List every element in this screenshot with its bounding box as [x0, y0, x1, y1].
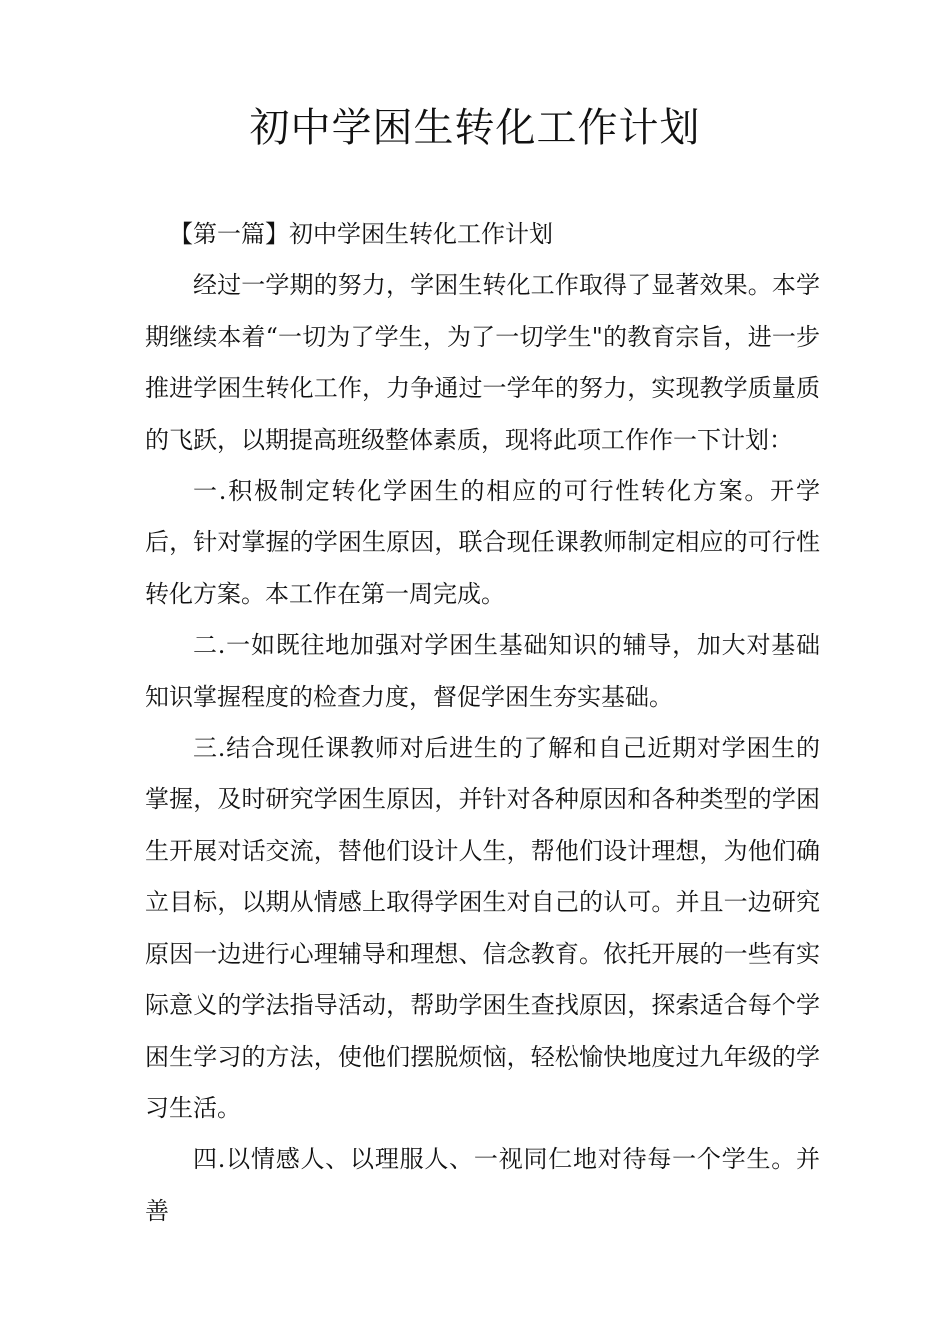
paragraph-item-2: 二.一如既往地加强对学困生基础知识的辅导，加大对基础知识掌握程度的检查力度，督促学困生夯实基础。 — [145, 631, 820, 711]
section-heading: 【第一篇】初中学困生转化工作计划 — [169, 220, 553, 248]
paragraph-item-1: 一.积极制定转化学困生的相应的可行性转化方案。开学后，针对掌握的学困生原因，联合现任课教师制定相应的可行性转化方案。本工作在第一周完成。 — [145, 477, 820, 608]
document-title: 初中学困生转化工作计划 — [249, 105, 701, 151]
paragraph-item-4: 四.以情感人、以理服人、一视同仁地对待每一个学生。并善 — [145, 1145, 820, 1225]
paragraph-item-3: 三.结合现任课教师对后进生的了解和自己近期对学困生的掌握，及时研究学困生原因，并针对各种原因和各种类型的学困生开展对话交流，替他们设计人生，帮他们设计理想，为他们确立目标，以期从情感上取得学困生对自己的认可。并且一边研究原因一边进行心理辅导和理想、信念教育。依托开展的一些有实际意义的学法指导活动，帮助学困生查找原因，探索适合每个学困生学习的方法，使他们摆脱烦恼，轻松愉快地度过九年级的学习生活。 — [145, 734, 820, 1122]
paragraph-intro: 经过一学期的努力，学困生转化工作取得了显著效果。本学期继续本着“一切为了学生，为了一切学生"的教育宗旨，进一步推进学困生转化工作，力争通过一学年的努力，实现教学质量质的飞跃，以期提高班级整体素质，现将此项工作作一下计划： — [145, 271, 820, 454]
document-body — [145, 209, 820, 1237]
